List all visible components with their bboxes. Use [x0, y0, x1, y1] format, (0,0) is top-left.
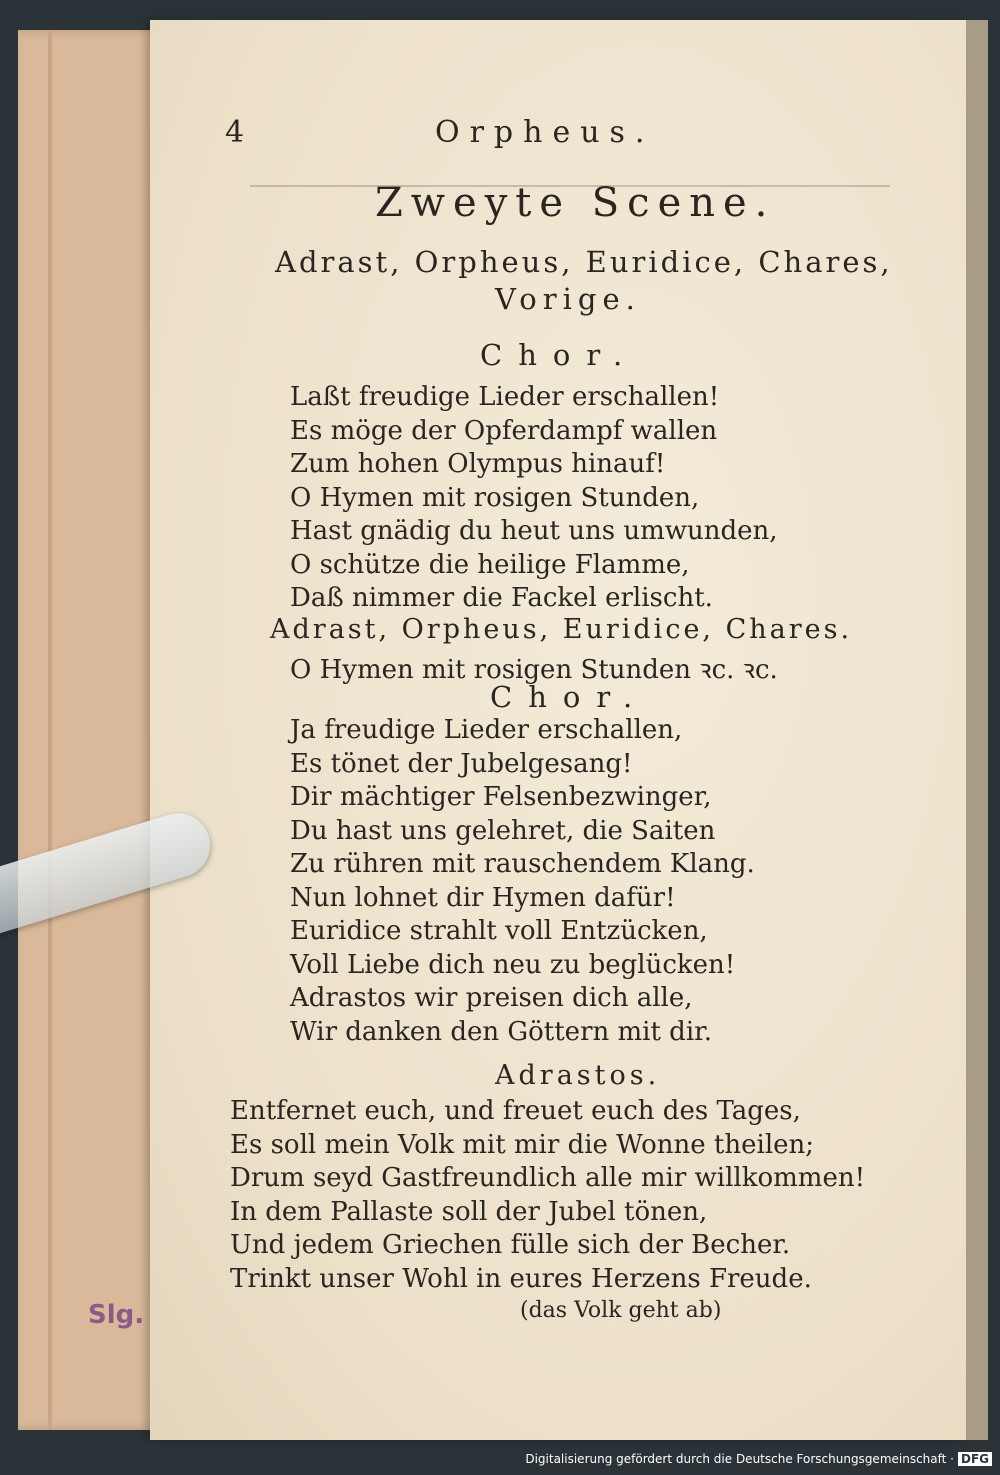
verse-line: Es möge der Opferdampf wallen — [290, 415, 718, 446]
book-page — [150, 20, 968, 1440]
backing-edge — [48, 30, 52, 1430]
verse-line: Zu rühren mit rauschendem Klang. — [290, 849, 755, 879]
verse-line: Daß nimmer die Fackel erlischt. — [290, 583, 713, 613]
speaker-adrastos: Adrastos. — [495, 1060, 661, 1091]
ensemble-verse — [290, 650, 778, 684]
verse-line: Adrastos wir preisen dich alle, — [290, 983, 693, 1013]
verse-line: O Hymen mit rosigen Stunden ꝛc. ꝛc. — [290, 655, 778, 685]
chor-2-verse — [290, 715, 755, 1050]
verse-line: Ja freudige Lieder erschallen, — [290, 715, 683, 745]
page-number: 4 — [225, 115, 245, 150]
verse-line: In dem Pallaste soll der Jubel tönen, — [230, 1196, 708, 1227]
verse-line: Es soll mein Volk mit mir die Wonne theilen; — [230, 1129, 815, 1160]
verse-line: Drum seyd Gastfreundlich alle mir willkommen! — [230, 1163, 866, 1193]
verse-line: Dir mächtiger Felsenbezwinger, — [290, 782, 712, 812]
verse-line: Wir danken den Göttern mit dir. — [290, 1016, 712, 1047]
stage-direction: (das Volk geht ab) — [520, 1298, 722, 1323]
page-stack-edge — [966, 20, 988, 1440]
persons-line-1: Adrast, Orpheus, Euridice, Chares, — [275, 245, 893, 279]
persons-line-2: Vorige. — [495, 282, 641, 316]
speaker-chor-2: Chor. — [490, 680, 649, 714]
verse-line: Entfernet euch, und freuet euch des Tages, — [230, 1096, 801, 1126]
digitization-footer — [525, 1452, 992, 1466]
verse-line: Und jedem Griechen fülle sich der Becher. — [230, 1230, 791, 1260]
verse-line: O schütze die heilige Flamme, — [290, 549, 690, 580]
library-stamp: Slg. — [88, 1300, 145, 1330]
verse-line: Du hast uns gelehret, die Saiten — [290, 815, 716, 846]
verse-line: Nun lohnet dir Hymen dafür! — [290, 882, 676, 913]
dfg-logo: DFG — [958, 1452, 992, 1466]
verse-line: Voll Liebe dich neu zu beglücken! — [290, 949, 736, 980]
adrastos-speech — [230, 1096, 865, 1297]
scene-title: Zweyte Scene. — [375, 180, 776, 226]
verse-line: Hast gnädig du heut uns umwunden, — [290, 516, 778, 546]
verse-line: Zum hohen Olympus hinauf! — [290, 449, 666, 479]
cardboard-backing — [18, 30, 168, 1430]
running-header: Orpheus. — [435, 115, 655, 150]
verse-line: Trinkt unser Wohl in eures Herzens Freude. — [230, 1263, 812, 1294]
speaker-chor-1: Chor. — [480, 338, 639, 372]
speaker-ensemble: Adrast, Orpheus, Euridice, Chares. — [270, 614, 853, 645]
verse-line: Euridice strahlt voll Entzücken, — [290, 916, 708, 946]
footer-text: Digitalisierung gefördert durch die Deutsche Forschungsgemeinschaft · — [525, 1452, 954, 1466]
verse-line: Laßt freudige Lieder erschallen! — [290, 382, 720, 412]
chor-1-verse — [290, 382, 778, 617]
verse-line: O Hymen mit rosigen Stunden, — [290, 482, 700, 513]
verse-line: Es tönet der Jubelgesang! — [290, 748, 633, 779]
